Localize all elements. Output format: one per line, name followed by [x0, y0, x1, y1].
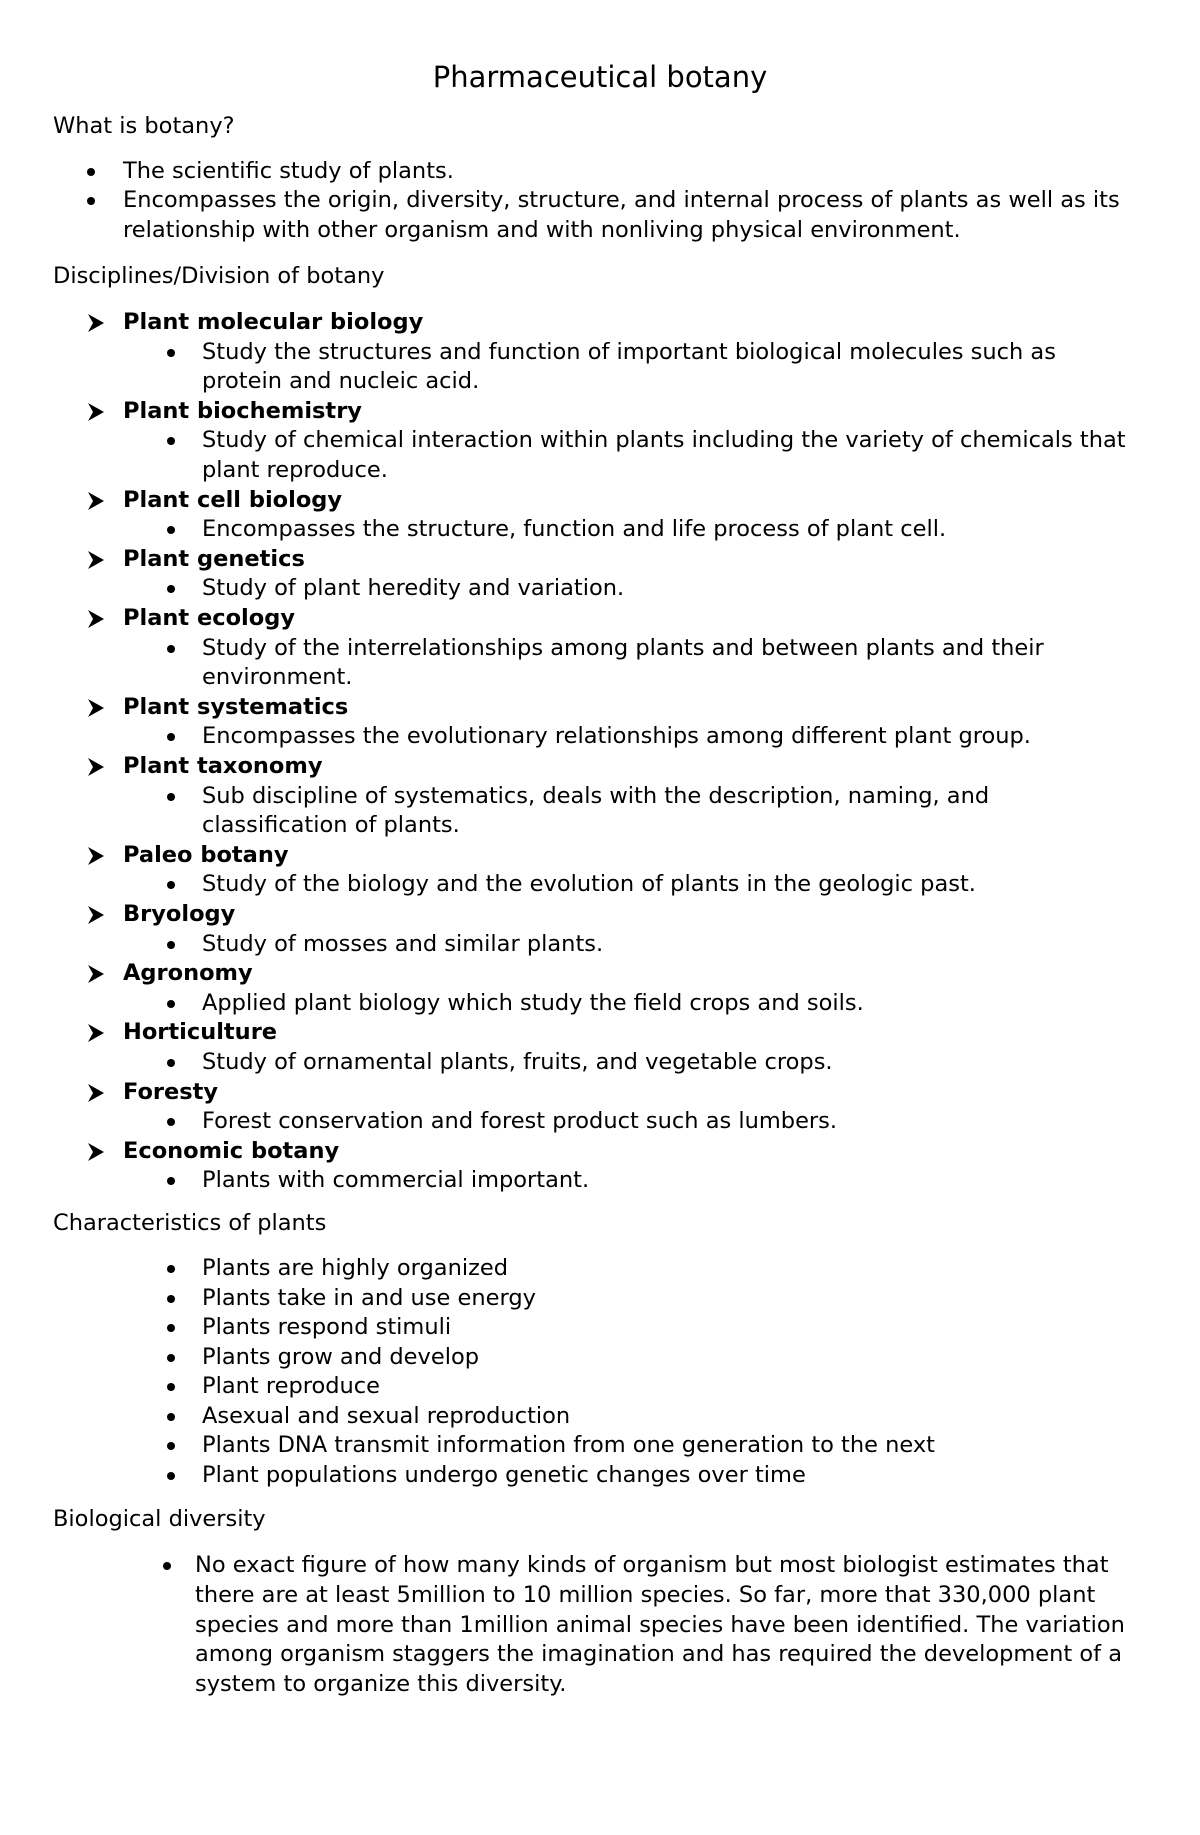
arrow-bullet-icon: [87, 1142, 105, 1162]
bullet-icon: [163, 1562, 171, 1570]
characteristic-item: Plants are highly organized: [202, 1255, 509, 1281]
discipline-name: Plant biochemistry: [123, 397, 362, 424]
bullet-icon: [167, 1442, 175, 1450]
discipline-name: Plant molecular biology: [123, 309, 424, 335]
discipline-description: Study of plant heredity and variation.: [202, 575, 625, 602]
list-item-continuation: relationship with other organism and with nonliving physical environment.: [123, 217, 961, 243]
discipline-name: Plant systematics: [123, 693, 349, 720]
bullet-icon: [167, 1265, 175, 1273]
discipline-name: Foresty: [123, 1078, 219, 1105]
discipline-description: Applied plant biology which study the field crops and soils.: [202, 989, 864, 1016]
discipline-name: Agronomy: [123, 960, 253, 987]
characteristic-item: Plants take in and use energy: [202, 1284, 536, 1311]
discipline-name: Plant taxonomy: [123, 753, 323, 779]
bullet-icon: [167, 437, 175, 445]
bullet-icon: [167, 1059, 175, 1067]
discipline-name: Economic botany: [123, 1137, 340, 1164]
characteristic-item: Plants respond stimuli: [202, 1314, 452, 1340]
discipline-description: Study of ornamental plants, fruits, and vegetable crops.: [202, 1049, 833, 1075]
arrow-bullet-icon: [87, 757, 105, 777]
bullet-icon: [167, 1413, 175, 1421]
discipline-description: Forest conservation and forest product such as lumbers.: [202, 1108, 838, 1135]
arrow-bullet-icon: [87, 609, 105, 629]
arrow-bullet-icon: [87, 402, 105, 422]
bullet-icon: [167, 1177, 175, 1185]
bullet-icon: [167, 881, 175, 889]
bullet-icon: [167, 1324, 175, 1332]
list-item: The scientific study of plants.: [123, 158, 454, 184]
diversity-line: No exact figure of how many kinds of organism but most biologist estimates that: [195, 1552, 1109, 1578]
arrow-bullet-icon: [87, 1083, 105, 1103]
discipline-description: Encompasses the structure, function and life process of plant cell.: [202, 516, 947, 543]
discipline-name: Plant ecology: [123, 605, 295, 631]
discipline-name: Paleo botany: [123, 841, 289, 868]
bullet-icon: [167, 1383, 175, 1391]
characteristic-item: Asexual and sexual reproduction: [202, 1402, 571, 1429]
discipline-description: protein and nucleic acid.: [202, 368, 480, 395]
characteristic-item: Plant reproduce: [202, 1373, 381, 1399]
discipline-description: Study of the interrelationships among plants and between plants and their: [202, 634, 1044, 661]
characteristic-item: Plants DNA transmit information from one generation to the next: [202, 1432, 935, 1458]
discipline-description: Study the structures and function of important biological molecules such as: [202, 338, 1056, 365]
arrow-bullet-icon: [87, 550, 105, 570]
diversity-line: there are at least 5million to 10 million species. So far, more that 330,000 plant: [195, 1581, 1096, 1608]
bullet-icon: [167, 1472, 175, 1480]
bullet-icon: [167, 1295, 175, 1303]
bullet-icon: [167, 526, 175, 534]
bullet-icon: [167, 1354, 175, 1362]
discipline-description: Sub discipline of systematics, deals with the description, naming, and: [202, 782, 990, 809]
discipline-description: Encompasses the evolutionary relationships among different plant group.: [202, 723, 1031, 750]
arrow-bullet-icon: [87, 846, 105, 866]
arrow-bullet-icon: [87, 905, 105, 925]
bullet-icon: [167, 941, 175, 949]
characteristic-item: Plant populations undergo genetic changes over time: [202, 1461, 806, 1488]
discipline-name: Bryology: [123, 901, 236, 927]
bullet-icon: [87, 197, 95, 205]
bullet-icon: [167, 1000, 175, 1008]
bullet-icon: [87, 168, 95, 176]
bullet-icon: [167, 793, 175, 801]
page-title: Pharmaceutical botany: [432, 60, 768, 94]
diversity-line: among organism staggers the imagination and has required the development of a: [195, 1641, 1123, 1668]
discipline-name: Plant cell biology: [123, 486, 343, 513]
bullet-icon: [167, 645, 175, 653]
discipline-name: Horticulture: [123, 1019, 278, 1046]
heading-characteristics: Characteristics of plants: [53, 1210, 327, 1236]
discipline-description: environment.: [202, 664, 353, 691]
list-item: Encompasses the origin, diversity, structure, and internal process of plants as well as its: [123, 187, 1120, 213]
bullet-icon: [167, 733, 175, 741]
arrow-bullet-icon: [87, 313, 105, 333]
heading-biological-diversity: Biological diversity: [53, 1506, 266, 1532]
arrow-bullet-icon: [87, 698, 105, 718]
discipline-description: Study of mosses and similar plants.: [202, 930, 604, 957]
heading-what-is-botany: What is botany?: [53, 113, 235, 139]
discipline-description: plant reproduce.: [202, 457, 388, 483]
heading-disciplines: Disciplines/Division of botany: [53, 263, 385, 289]
bullet-icon: [167, 585, 175, 593]
characteristic-item: Plants grow and develop: [202, 1343, 479, 1370]
diversity-line: system to organize this diversity.: [195, 1671, 567, 1698]
discipline-description: classification of plants.: [202, 812, 460, 839]
bullet-icon: [167, 1118, 175, 1126]
discipline-description: Plants with commercial important.: [202, 1167, 590, 1194]
discipline-description: Study of chemical interaction within plants including the variety of chemicals that: [202, 427, 1126, 454]
arrow-bullet-icon: [87, 964, 105, 984]
arrow-bullet-icon: [87, 491, 105, 511]
discipline-name: Plant genetics: [123, 545, 305, 572]
arrow-bullet-icon: [87, 1023, 105, 1043]
discipline-description: Study of the biology and the evolution of plants in the geologic past.: [202, 871, 976, 898]
bullet-icon: [167, 349, 175, 357]
diversity-line: species and more than 1million animal species have been identified. The variation: [195, 1611, 1125, 1638]
